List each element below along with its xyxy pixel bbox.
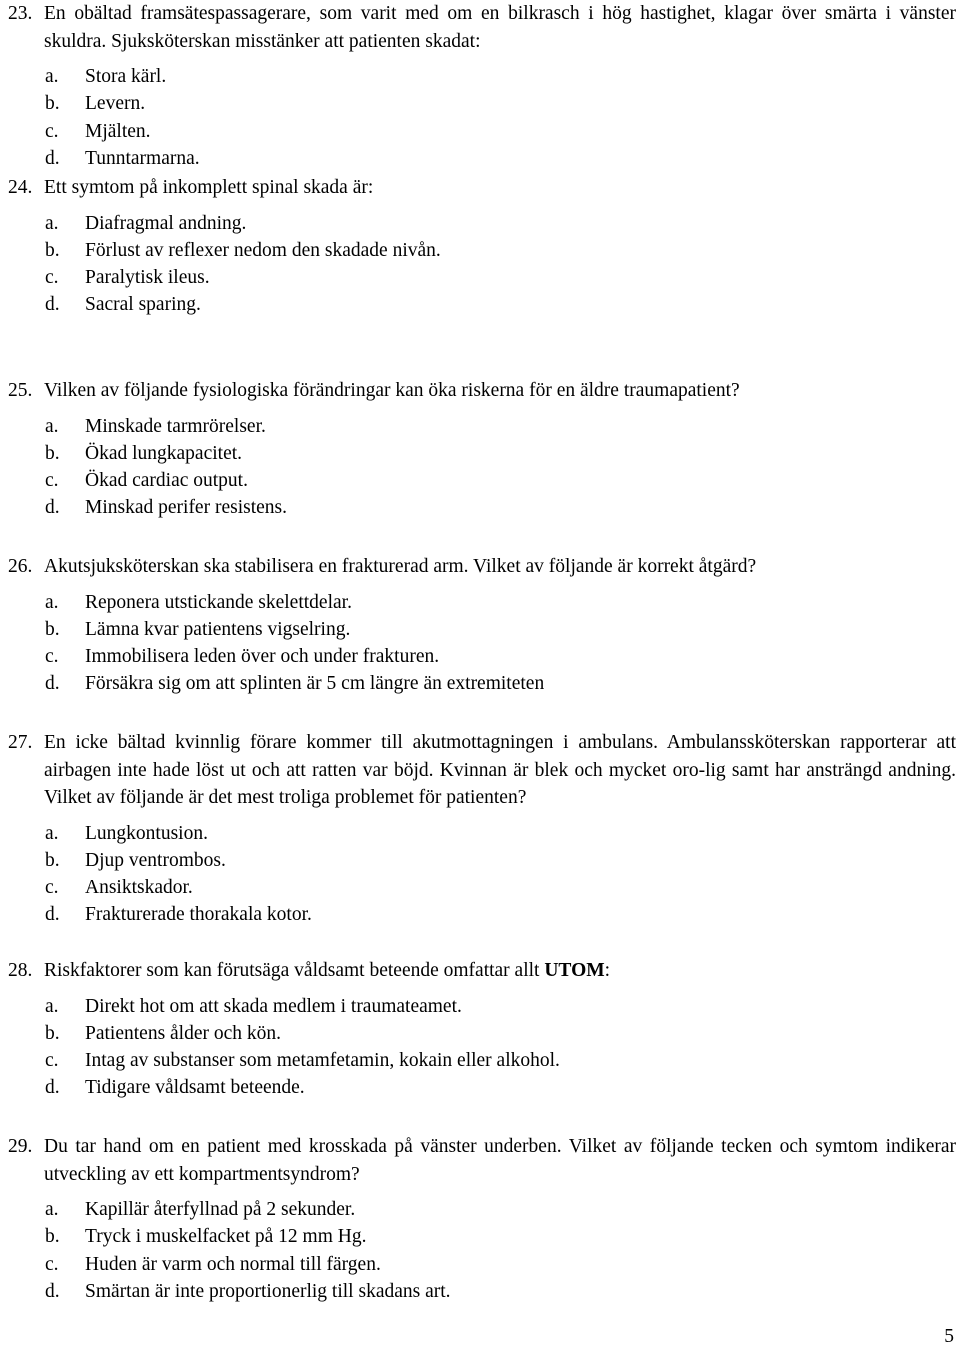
option-letter: a.	[45, 415, 59, 437]
question-28	[8, 957, 956, 1102]
option-text: Direkt hot om att skada medlem i traumateamet.	[85, 995, 462, 1017]
option-text: Tidigare våldsamt beteende.	[85, 1077, 305, 1099]
question-text-after: :	[604, 960, 611, 981]
option-letter: d.	[45, 1280, 60, 1302]
answer-options	[8, 1196, 956, 1305]
option-letter: b.	[45, 1022, 60, 1044]
answer-options	[8, 413, 956, 522]
option-letter: b.	[45, 1226, 60, 1248]
answer-option-a	[8, 63, 956, 90]
answer-option-b	[8, 90, 956, 117]
question-25	[8, 377, 956, 522]
option-text: Reponera utstickande skelettdelar.	[85, 591, 352, 613]
option-text: Immobilisera leden över och under frakturen.	[85, 646, 440, 668]
answer-options	[8, 820, 956, 929]
question-text	[44, 957, 956, 985]
question-23	[8, 0, 956, 172]
answer-option-d	[8, 291, 956, 318]
answer-option-a	[8, 413, 956, 440]
answer-option-d	[8, 145, 956, 172]
answer-options	[8, 210, 956, 319]
question-number: 24.	[8, 177, 33, 198]
option-text: Paralytisk ileus.	[85, 267, 210, 289]
option-letter: c.	[45, 877, 59, 899]
answer-option-a	[8, 210, 956, 237]
option-letter: c.	[45, 1253, 59, 1275]
answer-option-c	[8, 874, 956, 901]
question-text: Ett symtom på inkomplett spinal skada är:	[44, 177, 374, 198]
question-stem	[8, 957, 956, 985]
answer-option-a	[8, 993, 956, 1020]
answer-option-b	[8, 847, 956, 874]
question-number: 28.	[8, 960, 33, 981]
option-letter: a.	[45, 822, 59, 844]
answer-option-a	[8, 1196, 956, 1223]
option-text: Minskad perifer resistens.	[85, 497, 287, 519]
option-letter: d.	[45, 497, 60, 519]
answer-option-c	[8, 1251, 956, 1278]
question-27	[8, 729, 956, 929]
question-text-emphasis: UTOM	[544, 960, 605, 981]
option-text: Intag av substanser som metamfetamin, kokain eller alkohol.	[85, 1050, 560, 1072]
option-letter: d.	[45, 673, 60, 695]
answer-option-b	[8, 1223, 956, 1250]
answer-option-b	[8, 616, 956, 643]
option-letter: d.	[45, 294, 60, 316]
question-text-before: Riskfaktorer som kan förutsäga våldsamt beteende omfattar allt	[44, 960, 545, 981]
page-number: 5	[944, 1326, 954, 1347]
option-text: Tryck i muskelfacket på 12 mm Hg.	[85, 1226, 367, 1248]
answer-option-d	[8, 670, 956, 697]
question-text: Du tar hand om en patient med krosskada på vänster underben. Vilket av följande tecken och symtom indikerar utveckling av ett kompartmentsyndrom?	[44, 1136, 956, 1185]
question-text: Akutsjuksköterskan ska stabilisera en frakturerad arm. Vilket av följande är korrekt åtgärd?	[44, 556, 757, 577]
option-text: Ökad lungkapacitet.	[85, 442, 243, 464]
option-letter: c.	[45, 120, 59, 142]
option-letter: c.	[45, 646, 59, 668]
option-letter: b.	[45, 442, 60, 464]
question-text: Vilken av följande fysiologiska förändringar kan öka riskerna för en äldre traumapatient?	[44, 380, 740, 401]
answer-options	[8, 63, 956, 172]
answer-option-b	[8, 440, 956, 467]
answer-option-b	[8, 1020, 956, 1047]
question-text: En obältad framsätespassagerare, som varit med om en bilkrasch i hög hastighet, klagar över smärta i vänster skuldra. Sjuksköterskan misstänker att patienten skadat:	[44, 3, 956, 52]
question-stem	[8, 0, 956, 55]
option-letter: b.	[45, 849, 60, 871]
option-text: Kapillär återfyllnad på 2 sekunder.	[85, 1199, 356, 1220]
question-stem	[8, 553, 956, 581]
question-number: 25.	[8, 380, 33, 401]
answer-option-b	[8, 237, 956, 264]
option-letter: c.	[45, 470, 59, 492]
question-stem	[8, 174, 956, 202]
answer-option-c	[8, 1047, 956, 1074]
option-letter: c.	[45, 1050, 59, 1072]
option-text: Sacral sparing.	[85, 294, 201, 316]
option-letter: d.	[45, 1077, 60, 1099]
answer-option-d	[8, 1278, 956, 1305]
question-29	[8, 1133, 956, 1305]
answer-options	[8, 589, 956, 698]
option-text: Mjälten.	[85, 120, 151, 142]
option-letter: c.	[45, 267, 59, 289]
answer-option-d	[8, 901, 956, 928]
option-text: Djup ventrombos.	[85, 849, 226, 871]
answer-option-c	[8, 643, 956, 670]
question-26	[8, 553, 956, 698]
answer-option-d	[8, 1074, 956, 1101]
question-stem	[8, 1133, 956, 1188]
option-text: Smärtan är inte proportionerlig till skadans art.	[85, 1280, 451, 1302]
option-text: Lämna kvar patientens vigselring.	[85, 618, 351, 640]
question-number: 23.	[8, 3, 33, 24]
option-text: Patientens ålder och kön.	[85, 1022, 282, 1044]
option-letter: a.	[45, 591, 59, 613]
option-letter: b.	[45, 93, 60, 115]
option-text: Frakturerade thorakala kotor.	[85, 904, 312, 926]
question-number: 29.	[8, 1136, 33, 1157]
option-text: Levern.	[85, 93, 146, 115]
question-text: En icke bältad kvinnlig förare kommer till akutmottagningen i ambulans. Ambulanssköterskan rapporterar att airbagen inte hade löst ut och att ratten var böjd. Kvinnan är blek och mycket oro-lig samt har ansträngd andning. Vilket av följande är det mest troliga problemet för patienten?	[44, 732, 956, 808]
option-letter: a.	[45, 1199, 59, 1220]
question-24	[8, 174, 956, 319]
option-text: Huden är varm och normal till färgen.	[85, 1253, 381, 1275]
answer-option-c	[8, 118, 956, 145]
answer-option-a	[8, 589, 956, 616]
option-letter: b.	[45, 239, 60, 261]
option-text: Lungkontusion.	[85, 822, 208, 844]
question-number: 27.	[8, 732, 33, 753]
option-text: Ökad cardiac output.	[85, 470, 248, 492]
option-text: Försäkra sig om att splinten är 5 cm längre än extremiteten	[85, 673, 545, 695]
option-text: Minskade tarmrörelser.	[85, 415, 266, 437]
option-text: Förlust av reflexer nedom den skadade nivån.	[85, 239, 441, 261]
answer-option-a	[8, 820, 956, 847]
question-stem	[8, 377, 956, 405]
option-letter: a.	[45, 212, 59, 234]
option-letter: b.	[45, 618, 60, 640]
option-letter: a.	[45, 66, 59, 87]
option-letter: d.	[45, 147, 60, 169]
option-letter: d.	[45, 904, 60, 926]
option-text: Tunntarmarna.	[85, 147, 200, 169]
option-text: Stora kärl.	[85, 66, 167, 87]
option-text: Diafragmal andning.	[85, 212, 247, 234]
answer-option-c	[8, 264, 956, 291]
option-text: Ansiktskador.	[85, 877, 193, 899]
question-number: 26.	[8, 556, 33, 577]
answer-option-d	[8, 494, 956, 521]
answer-options	[8, 993, 956, 1102]
question-stem	[8, 729, 956, 812]
option-letter: a.	[45, 995, 59, 1017]
answer-option-c	[8, 467, 956, 494]
